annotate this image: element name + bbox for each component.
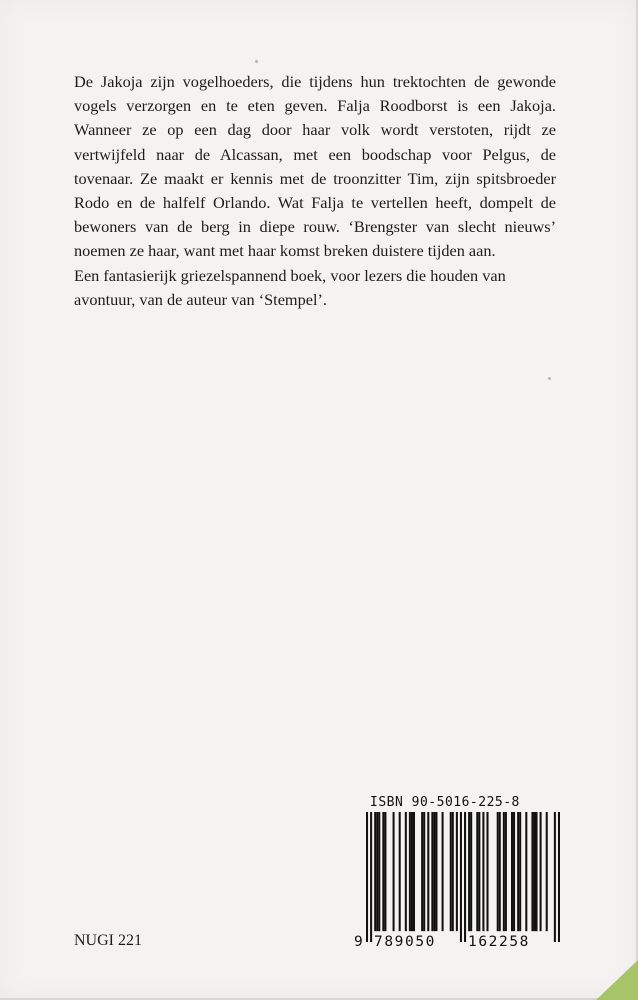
barcode-bar xyxy=(519,812,521,931)
barcode-bar xyxy=(517,812,519,931)
barcode-bar xyxy=(427,812,429,931)
barcode-bar xyxy=(558,812,560,942)
barcode-bar xyxy=(405,812,407,931)
barcode-bar xyxy=(554,812,556,942)
barcode-right-digits: 162258 xyxy=(468,934,530,950)
barcode-bar xyxy=(452,812,454,931)
barcode-bar xyxy=(486,812,488,931)
barcode-bar xyxy=(421,812,423,931)
nugi-code: NUGI 221 xyxy=(74,932,142,949)
barcode-bar xyxy=(435,812,437,931)
barcode-bar xyxy=(374,812,376,931)
blurb-text xyxy=(74,70,556,312)
barcode-bar xyxy=(442,812,444,931)
barcode-bar xyxy=(511,812,513,931)
barcode-bar xyxy=(482,812,484,931)
barcode-bar xyxy=(535,812,537,931)
barcode-bar xyxy=(513,812,515,931)
blurb-paragraph: De Jakoja zijn vogelhoeders, die tijdens hun trektochten de gewonde vogels verzorgen en te eten geven. Falja Roodborst is een Jakoja. Wanneer ze op een dag door haar volk wordt verstoten, rijdt ze vertwijfeld naar de Alcassan, met een boodschap voor Pelgus, de tovenaar. Ze maakt er kennis met de troonzitter Tim, zijn spitsbroeder Rodo en de halfelf Orlando. Wat Falja te vertellen heeft, dompelt de bewoners van de berg in diepe rouw. ‘Brengster van slecht nieuws’ noemen ze haar, want met haar komst breken duistere tijden aan. xyxy=(74,72,556,261)
barcode-bar xyxy=(399,812,401,931)
barcode-bar xyxy=(393,812,395,931)
barcode-bar xyxy=(505,812,507,931)
barcode-bar xyxy=(456,812,458,931)
barcode-bar xyxy=(413,812,415,931)
barcode-bar xyxy=(468,812,470,931)
barcode-bar xyxy=(366,812,368,942)
barcode-bar xyxy=(433,812,435,931)
barcode-bar xyxy=(460,812,462,942)
barcode-bar xyxy=(540,812,542,931)
barcode-bar xyxy=(409,812,411,931)
barcode-bar xyxy=(525,812,527,931)
barcode-bar xyxy=(450,812,452,931)
barcode-bar xyxy=(464,812,466,942)
barcode-bar xyxy=(476,812,478,931)
barcode-bar xyxy=(370,812,372,942)
barcode-bar xyxy=(376,812,378,931)
paper-speck xyxy=(255,60,258,63)
barcode-first-digit: 9 xyxy=(354,934,363,950)
barcode-bar xyxy=(546,812,548,931)
barcode-bars xyxy=(366,812,560,942)
barcode-bar xyxy=(411,812,413,931)
barcode-bar xyxy=(497,812,499,931)
barcode-bar xyxy=(423,812,425,931)
barcode-bar xyxy=(431,812,433,931)
barcode-bar xyxy=(384,812,386,931)
barcode-bar xyxy=(378,812,380,931)
barcode-bar xyxy=(382,812,384,931)
paper-speck xyxy=(548,377,551,380)
barcode-bar xyxy=(503,812,505,931)
barcode-bar xyxy=(531,812,533,931)
barcode-left-digits: 789050 xyxy=(374,934,436,950)
ean-barcode xyxy=(366,812,560,942)
isbn-label: ISBN 90-5016-225-8 xyxy=(370,795,520,810)
barcode-bar xyxy=(470,812,472,931)
barcode-bar xyxy=(478,812,480,931)
barcode-bar xyxy=(533,812,535,931)
blurb-paragraph: Een fantasierijk griezelspannend boek, voor lezers die houden van avontuur, van de auteur van ‘Stempel’. xyxy=(74,265,506,309)
barcode-bar xyxy=(499,812,501,931)
